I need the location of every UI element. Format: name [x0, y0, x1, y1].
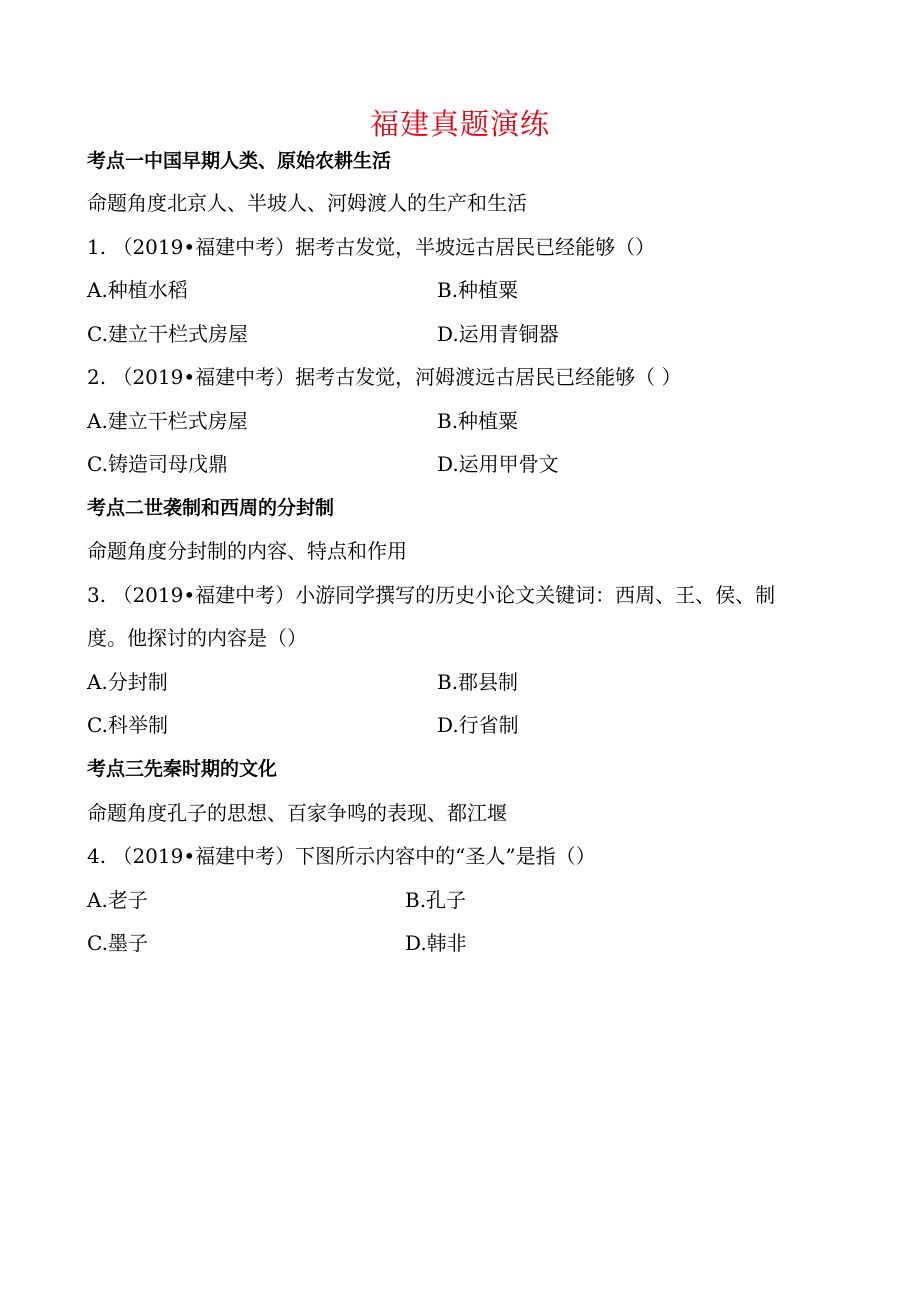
question-1-option-b: B.种植粟	[437, 278, 519, 302]
section-heading-2: 考点二世袭制和西周的分封制	[87, 497, 335, 519]
question-4-option-c: C.墨子	[87, 931, 148, 955]
question-2-option-b: B.种植粟	[437, 409, 519, 433]
question-3-option-b: B.郡县制	[437, 670, 519, 694]
section-angle-3: 命题角度孔子的思想、百家争鸣的表现、都江堰	[87, 801, 507, 825]
question-3-option-d: D.行省制	[437, 713, 519, 737]
question-2-option-c: C.铸造司母戊鼎	[87, 452, 228, 476]
question-3-stem-continued: 度。他探讨的内容是（）	[87, 626, 307, 650]
section-angle-1: 命题角度北京人、半坡人、河姆渡人的生产和生活	[87, 191, 527, 215]
question-3-option-a: A.分封制	[87, 670, 168, 694]
question-1-stem: 1. （2019•福建中考）据考古发觉，半坡远古居民已经能够（）	[87, 235, 656, 259]
question-4-option-a: A.老子	[87, 888, 148, 912]
question-4-option-b: B.孔子	[405, 888, 467, 912]
question-2-stem: 2. （2019•福建中考）据考古发觉，河姆渡远古居民已经能够（ ）	[87, 365, 682, 389]
question-3-option-c: C.科举制	[87, 713, 168, 737]
question-1-option-c: C.建立干栏式房屋	[87, 322, 248, 346]
section-heading-1: 考点一中国早期人类、原始农耕生活	[87, 150, 392, 172]
question-3-stem: 3. （2019•福建中考）小游同学撰写的历史小论文关键词：西周、王、侯、制	[87, 583, 776, 607]
question-4-option-d: D.韩非	[405, 931, 467, 955]
page-title: 福建真题演练	[369, 107, 550, 141]
question-2-option-a: A.建立干栏式房屋	[87, 409, 248, 433]
question-4-stem: 4. （2019•福建中考）下图所示内容中的“圣人”是指（）	[87, 844, 596, 868]
question-1-option-d: D.运用青铜器	[437, 322, 559, 346]
section-angle-2: 命题角度分封制的内容、特点和作用	[87, 539, 407, 563]
question-1-option-a: A.种植水稻	[87, 278, 188, 302]
section-heading-3: 考点三先秦时期的文化	[87, 758, 278, 780]
question-2-option-d: D.运用甲骨文	[437, 452, 559, 476]
